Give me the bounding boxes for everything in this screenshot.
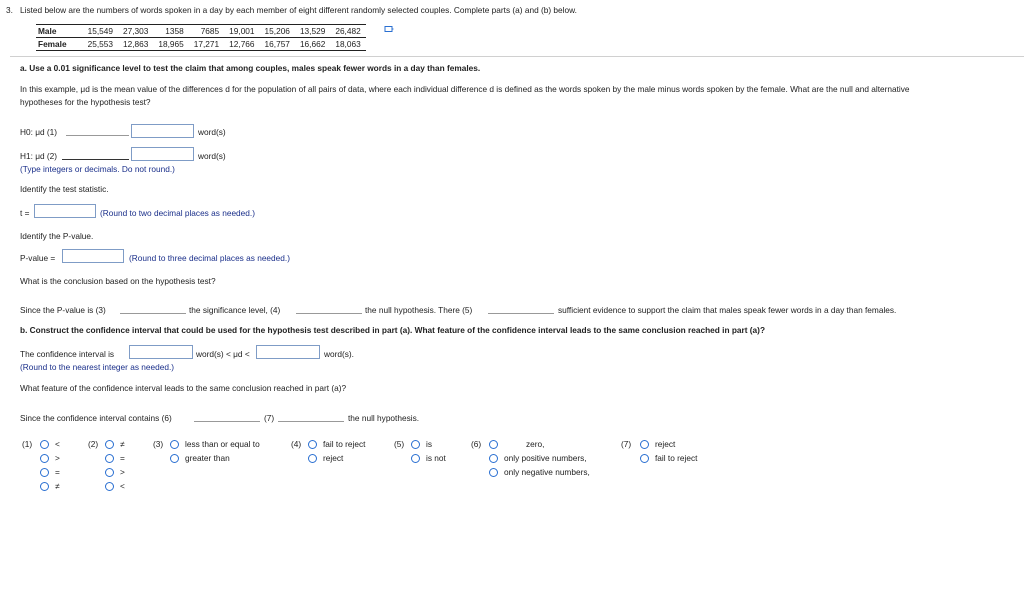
option-1-greater[interactable] xyxy=(40,453,60,463)
identify-p-value: Identify the P-value. xyxy=(20,231,94,241)
option-4-fail-to-reject[interactable] xyxy=(308,439,365,449)
question-prompt: Listed below are the numbers of words spoken in a day by each member of eight different randomly selected couples. Complete parts (a) and (b) below. xyxy=(20,5,577,15)
ci-end-text: word(s). xyxy=(324,349,354,359)
dropdown-3[interactable] xyxy=(120,313,186,314)
option-1-less[interactable] xyxy=(40,439,60,449)
null-hypothesis-text: the null hypothesis. xyxy=(348,413,420,423)
ci-upper-input[interactable] xyxy=(256,345,320,359)
table-cell: 15,549 xyxy=(83,25,118,38)
option-7-reject[interactable] xyxy=(640,439,675,449)
ci-middle-text: word(s) < μd < xyxy=(196,349,250,359)
p-label: P-value = xyxy=(20,253,56,263)
option-text: = xyxy=(120,453,125,463)
t-hint: (Round to two decimal places as needed.) xyxy=(100,208,255,218)
feature-question: What feature of the confidence interval leads to the same conclusion reached in part (a)? xyxy=(20,383,347,393)
option-1-not-equal[interactable] xyxy=(40,481,60,491)
option-5-is-not[interactable] xyxy=(411,453,446,463)
option-2-greater[interactable] xyxy=(105,467,125,477)
seven-label: (7) xyxy=(264,413,275,423)
option-text: > xyxy=(55,453,60,463)
option-7-fail-to-reject[interactable] xyxy=(640,453,697,463)
table-cell: 25,553 xyxy=(83,38,118,51)
option-2-less[interactable] xyxy=(105,481,125,491)
option-4-reject[interactable] xyxy=(308,453,343,463)
t-label: t = xyxy=(20,208,30,218)
sufficient-evidence-text: sufficient evidence to support the claim that males speak fewer words in a day than females. xyxy=(558,305,897,315)
option-2-equal[interactable] xyxy=(105,453,125,463)
ci-lower-input[interactable] xyxy=(129,345,193,359)
table-cell: 12,766 xyxy=(224,38,259,51)
table-cell: 15,206 xyxy=(260,25,295,38)
radio-icon xyxy=(40,454,49,463)
option-5-is[interactable] xyxy=(411,439,432,449)
options-3-label: (3) xyxy=(153,439,164,449)
row-label: Female xyxy=(36,38,83,51)
options-7-label: (7) xyxy=(621,439,632,449)
option-2-not-equal[interactable] xyxy=(105,439,125,449)
option-text: fail to reject xyxy=(655,453,698,463)
conclusion-question: What is the conclusion based on the hypothesis test? xyxy=(20,276,216,286)
option-text: only positive numbers, xyxy=(504,453,587,463)
option-text: is not xyxy=(426,453,446,463)
option-6-only-negative[interactable] xyxy=(489,467,590,477)
radio-icon xyxy=(489,440,498,449)
radio-icon xyxy=(489,454,498,463)
p-hint: (Round to three decimal places as needed.) xyxy=(129,253,290,263)
dropdown-5[interactable] xyxy=(488,313,554,314)
identify-test-statistic: Identify the test statistic. xyxy=(20,184,109,194)
options-1-label: (1) xyxy=(22,439,33,449)
round-hint: (Round to the nearest integer as needed.) xyxy=(20,362,175,372)
option-6-only-positive[interactable] xyxy=(489,453,587,463)
option-text: ≠ xyxy=(55,481,60,491)
option-text: greater than xyxy=(185,453,230,463)
option-1-equal[interactable] xyxy=(40,467,60,477)
options-5-label: (5) xyxy=(394,439,405,449)
option-text: zero, xyxy=(526,439,545,449)
options-4-label: (4) xyxy=(291,439,302,449)
significance-level-text: the significance level, (4) xyxy=(189,305,281,315)
table-cell: 1358 xyxy=(153,25,188,38)
option-3-greater-than[interactable] xyxy=(170,453,230,463)
option-text: fail to reject xyxy=(323,439,366,449)
radio-icon xyxy=(105,454,114,463)
option-text: < xyxy=(120,481,125,491)
radio-icon xyxy=(40,440,49,449)
radio-icon xyxy=(170,440,179,449)
h0-value-input[interactable] xyxy=(131,124,194,138)
data-table xyxy=(36,24,366,51)
option-3-less-or-equal[interactable] xyxy=(170,439,260,449)
option-text: ≠ xyxy=(120,439,125,449)
option-text: less than or equal to xyxy=(185,439,260,449)
since-p-value-text: Since the P-value is (3) xyxy=(20,305,106,315)
table-cell: 18,063 xyxy=(330,38,365,51)
table-cell: 13,529 xyxy=(295,25,330,38)
question-number: 3. xyxy=(6,5,13,15)
table-cell: 7685 xyxy=(189,25,224,38)
radio-icon xyxy=(308,440,317,449)
table-cell: 16,662 xyxy=(295,38,330,51)
table-row-male xyxy=(36,25,366,38)
t-input[interactable] xyxy=(34,204,96,218)
radio-icon xyxy=(640,454,649,463)
since-ci-text: Since the confidence interval contains (6) xyxy=(20,413,172,423)
p-value-input[interactable] xyxy=(62,249,124,263)
h0-unit: word(s) xyxy=(198,127,226,137)
radio-icon xyxy=(105,482,114,491)
table-row-female xyxy=(36,38,366,51)
option-text: > xyxy=(120,467,125,477)
radio-icon xyxy=(105,468,114,477)
radio-icon xyxy=(411,440,420,449)
table-cell: 12,863 xyxy=(118,38,153,51)
ci-label: The confidence interval is xyxy=(20,349,115,359)
dropdown-7[interactable] xyxy=(278,421,344,422)
option-6-zero[interactable] xyxy=(489,439,544,449)
table-cell: 27,303 xyxy=(118,25,153,38)
option-text: only negative numbers, xyxy=(504,467,590,477)
table-cell: 17,271 xyxy=(189,38,224,51)
h1-label: H1: μd (2) xyxy=(20,151,58,161)
type-hint: (Type integers or decimals. Do not round.) xyxy=(20,164,175,174)
h0-label: H0: μd (1) xyxy=(20,127,58,137)
h1-value-input[interactable] xyxy=(131,147,194,161)
radio-icon xyxy=(105,440,114,449)
radio-icon xyxy=(40,468,49,477)
options-6-label: (6) xyxy=(471,439,482,449)
radio-icon xyxy=(40,482,49,491)
dropdown-4[interactable] xyxy=(296,313,362,314)
radio-icon xyxy=(489,468,498,477)
table-cell: 19,001 xyxy=(224,25,259,38)
option-text: = xyxy=(55,467,60,477)
option-text: is xyxy=(426,439,432,449)
radio-icon xyxy=(640,440,649,449)
h0-dropdown[interactable] xyxy=(66,135,129,136)
options-2-label: (2) xyxy=(88,439,99,449)
copy-data-icon[interactable] xyxy=(384,25,394,36)
option-text: reject xyxy=(655,439,676,449)
dropdown-6[interactable] xyxy=(194,421,260,422)
option-text: reject xyxy=(323,453,344,463)
radio-icon xyxy=(411,454,420,463)
table-cell: 26,482 xyxy=(330,25,365,38)
radio-icon xyxy=(170,454,179,463)
h1-dropdown[interactable] xyxy=(62,159,129,160)
h1-unit: word(s) xyxy=(198,151,226,161)
part-b-heading: b. Construct the confidence interval that could be used for the hypothesis test described in part (a). What feature of the confidence interval leads to the same conclusion reached in part (a)? xyxy=(20,325,766,335)
part-a-heading: a. Use a 0.01 significance level to test the claim that among couples, males speak fewer words in a day than females. xyxy=(20,63,481,73)
table-cell: 16,757 xyxy=(260,38,295,51)
radio-icon xyxy=(308,454,317,463)
option-text: < xyxy=(55,439,60,449)
table-cell: 18,965 xyxy=(153,38,188,51)
divider xyxy=(10,56,1024,57)
part-a-desc-line2: hypotheses for the hypothesis test? xyxy=(20,97,151,107)
part-a-desc-line1: In this example, μd is the mean value of the differences d for the population of all pairs of data, where each individual difference d is defined as the words spoken by the male minus words spoken by the female. What are the null and alternative xyxy=(20,84,910,94)
row-label: Male xyxy=(36,25,83,38)
null-hypothesis-there-text: the null hypothesis. There (5) xyxy=(365,305,473,315)
